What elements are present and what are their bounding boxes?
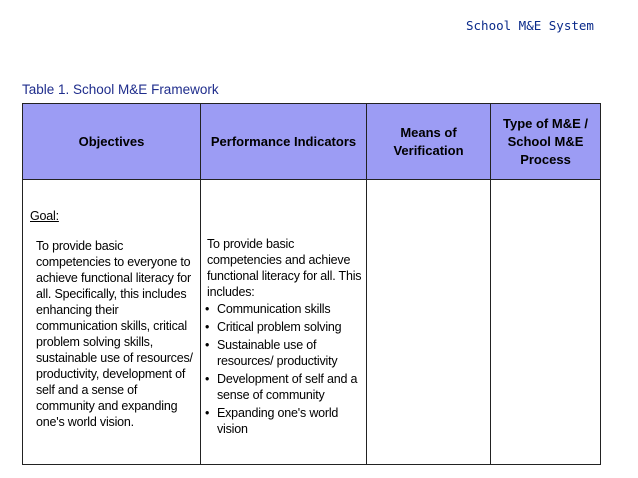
table-header-row: [23, 104, 601, 180]
bullet-icon: •: [205, 406, 210, 420]
performance-intro: To provide basic competencies and achieve functional literacy for all. This includes:: [207, 237, 362, 299]
type-of-me-process-cell: [491, 180, 601, 465]
goal-text: To provide basic competencies to everyone to achieve functional literacy for all. Specifically, this includes enhancing their communication skills, critical problem solving skills, sustainable use of resources/ productivity, development of self and a sense of community and expanding one's world vision.: [36, 239, 193, 429]
means-of-verification-cell: [367, 180, 491, 465]
column-header-performance-indicators: Performance Indicators: [201, 104, 367, 180]
objectives-cell: [23, 180, 201, 465]
list-item: [201, 337, 366, 369]
list-item: [201, 405, 366, 437]
bullet-icon: •: [205, 338, 210, 352]
goal-label: Goal:: [30, 209, 59, 223]
column-header-objectives: Objectives: [23, 104, 201, 180]
bullet-icon: •: [205, 372, 210, 386]
column-header-means-of-verification: Means of Verification: [367, 104, 491, 180]
list-item-label: Critical problem solving: [217, 320, 342, 334]
column-header-type-of-me-process: Type of M&E / School M&E Process: [491, 104, 601, 180]
system-title: School M&E System: [466, 18, 594, 33]
list-item-label: Development of self and a sense of community: [217, 372, 358, 402]
bullet-icon: •: [205, 320, 210, 334]
framework-table: [22, 103, 601, 465]
performance-indicator-list: [201, 301, 366, 437]
table-row: [23, 180, 601, 465]
list-item: [201, 371, 366, 403]
table-caption: Table 1. School M&E Framework: [22, 82, 219, 97]
list-item: [201, 319, 366, 335]
list-item-label: Expanding one's world vision: [217, 406, 339, 436]
list-item: [201, 301, 366, 317]
list-item-label: Sustainable use of resources/ productivity: [217, 338, 338, 368]
bullet-icon: •: [205, 302, 210, 316]
list-item-label: Communication skills: [217, 302, 331, 316]
performance-indicators-cell: [201, 180, 367, 465]
